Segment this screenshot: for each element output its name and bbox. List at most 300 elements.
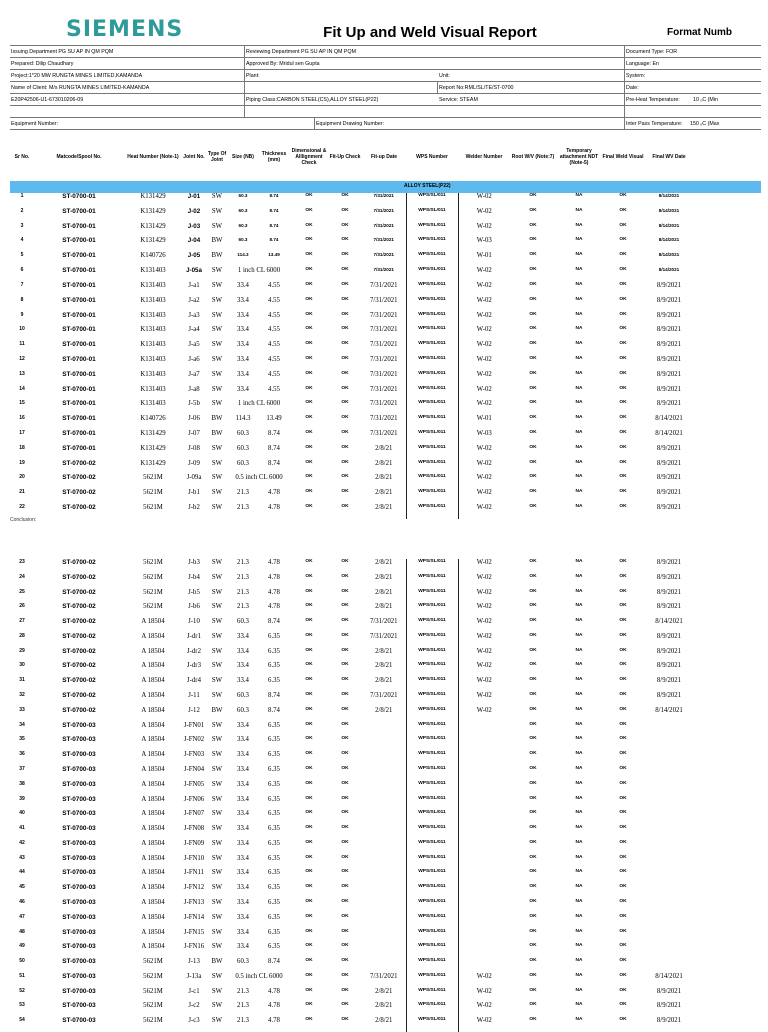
joint-no-cell: J-FN01 — [183, 721, 205, 729]
wps-number-cell: WPS/SL/011 — [406, 943, 458, 958]
final-wv-date-cell: 8/14/2021 — [655, 706, 683, 714]
joint-no-cell: J-FN03 — [183, 751, 205, 759]
joint-type-cell: SW — [211, 795, 223, 803]
table-row — [10, 707, 694, 722]
table-row — [10, 282, 694, 297]
sr-cell: 7 — [20, 281, 24, 288]
fitup-check-cell: OK — [341, 296, 349, 302]
fitup-date-cell: 2/8/21 — [375, 573, 393, 581]
dimensional-check-cell: OK — [305, 267, 313, 273]
final-weld-visual-cell: OK — [619, 632, 627, 638]
table-row — [10, 574, 694, 589]
welder-number-cell — [458, 751, 510, 766]
root-wv-cell: OK — [529, 972, 537, 978]
table-row — [10, 751, 694, 766]
dimensional-check-cell: OK — [305, 677, 313, 683]
thickness-cell: 6.35 — [268, 765, 280, 773]
fitup-date-cell — [362, 869, 406, 884]
final-wv-date-cell: 8/9/2021 — [656, 647, 682, 655]
heat-number-cell: A 18504 — [141, 647, 165, 655]
table-row — [10, 1002, 694, 1017]
size-cell: 60.3 — [237, 692, 249, 700]
temporary-ndt-cell: NA — [575, 355, 583, 361]
table-row — [10, 796, 694, 811]
final-weld-visual-cell: OK — [619, 603, 627, 609]
service: Service: STEAM — [439, 97, 478, 103]
matcode-cell: ST-0700-01 — [62, 222, 96, 230]
size-cell: 21.3 — [237, 1017, 249, 1025]
welder-number-cell: W-02 — [476, 489, 492, 497]
final-weld-visual-cell: OK — [619, 958, 627, 964]
root-wv-cell: OK — [529, 193, 537, 198]
fitup-check-cell: OK — [341, 647, 349, 653]
size-cell: 33.4 — [237, 839, 249, 847]
fitup-check-cell: OK — [341, 884, 349, 890]
thickness-cell: 4.78 — [268, 504, 280, 512]
approved-by: Approved By: Mridul sen Gupta — [246, 61, 320, 67]
final-wv-date-cell: 8/14/2021 — [655, 430, 683, 437]
joint-no-cell: J-FN06 — [183, 795, 205, 803]
welder-number-cell: W-02 — [476, 474, 492, 482]
joint-type-cell: SW — [211, 207, 223, 215]
wps-number-cell: WPS/SL/011 — [406, 267, 458, 282]
joint-no-cell: J-a4 — [188, 326, 200, 334]
joint-no-cell: J-FN05 — [183, 780, 205, 788]
sr-cell: 25 — [19, 588, 25, 595]
heat-number-cell: A 18504 — [141, 898, 165, 906]
joint-type-cell: SW — [211, 721, 223, 729]
welder-number-cell — [458, 825, 510, 840]
wps-number-cell: WPS/SL/011 — [406, 559, 458, 574]
root-wv-cell: OK — [529, 222, 537, 228]
temporary-ndt-cell: NA — [575, 415, 583, 421]
heat-number-cell: K131403 — [140, 400, 166, 408]
root-wv-cell: OK — [529, 385, 537, 391]
matcode-cell: ST-0700-03 — [62, 780, 96, 788]
temporary-ndt-cell: NA — [575, 677, 583, 683]
fitup-date-cell: 7/31/2021 — [369, 281, 398, 289]
fitup-check-cell: OK — [341, 341, 349, 347]
matcode-cell: ST-0700-01 — [62, 444, 96, 452]
wps-number-cell: WPS/SL/011 — [406, 193, 458, 208]
fitup-check-cell: OK — [341, 662, 349, 668]
sr-cell: 35 — [19, 736, 25, 743]
interpass-value: 150 ₒC (Max — [690, 121, 720, 127]
thickness-cell: 4.78 — [268, 987, 280, 995]
final-weld-visual-cell: OK — [619, 913, 627, 919]
dimensional-check-cell: OK — [305, 987, 313, 993]
wps-number-cell: WPS/SL/011 — [406, 574, 458, 589]
dimensional-check-cell: OK — [305, 647, 313, 653]
heat-number-cell: K131403 — [140, 267, 166, 275]
thickness-cell: 6.35 — [268, 721, 280, 729]
final-weld-visual-cell: OK — [619, 474, 627, 480]
final-wv-date-cell: 8/9/2021 — [656, 370, 682, 378]
sr-cell: 2 — [20, 207, 24, 214]
page-title: Fit Up and Weld Visual Report — [323, 24, 537, 41]
root-wv-cell: OK — [529, 721, 537, 727]
wps-number-cell: WPS/SL/011 — [406, 781, 458, 796]
final-weld-visual-cell: OK — [619, 559, 627, 564]
sr-cell: 16 — [19, 415, 25, 422]
size-cell: 33.4 — [237, 311, 249, 319]
sr-cell: 51 — [19, 972, 25, 979]
final-wv-date-cell: 8/14/2021 — [655, 415, 683, 423]
size-cell: 33.4 — [237, 913, 249, 921]
wps-number-cell: WPS/SL/011 — [406, 677, 458, 692]
fitup-check-cell: OK — [341, 839, 349, 845]
dimensional-check-cell: OK — [305, 222, 313, 228]
welder-number-cell: W-02 — [476, 444, 492, 452]
joint-type-cell: SW — [211, 1017, 223, 1025]
wps-number-cell: WPS/SL/011 — [406, 692, 458, 707]
thickness-cell: 8.74 — [269, 193, 279, 198]
fitup-check-cell: OK — [341, 943, 349, 949]
fitup-check-cell: OK — [341, 326, 349, 332]
final-weld-visual-cell: OK — [619, 573, 627, 579]
sr-cell: 36 — [19, 751, 25, 758]
siemens-logo: SIEMENS — [66, 17, 184, 42]
wps-number-cell: WPS/SL/011 — [406, 341, 458, 356]
fitup-check-cell: OK — [341, 692, 349, 698]
joint-no-cell: J-a3 — [188, 311, 200, 319]
dimensional-check-cell: OK — [305, 692, 313, 698]
dimensional-check-cell: OK — [305, 559, 313, 564]
temporary-ndt-cell: NA — [575, 662, 583, 668]
fitup-date-cell: 7/31/2021 — [369, 692, 398, 700]
heat-number-cell: A 18504 — [141, 884, 165, 892]
final-weld-visual-cell: OK — [619, 222, 627, 228]
joint-no-cell: J-01 — [187, 193, 201, 200]
sr-cell: 44 — [19, 869, 25, 876]
matcode-cell: ST-0700-01 — [62, 415, 96, 423]
dimensional-check-cell: OK — [305, 810, 313, 816]
joint-no-cell: J-12 — [188, 706, 200, 714]
joint-no-cell: J-09a — [186, 474, 202, 482]
root-wv-cell: OK — [529, 474, 537, 480]
table-row — [10, 958, 694, 973]
fitup-date-cell: 2/8/21 — [375, 559, 393, 566]
fitup-check-cell: OK — [341, 1002, 349, 1008]
matcode-cell: ST-0700-02 — [62, 459, 96, 467]
fitup-check-cell: OK — [341, 869, 349, 875]
size-cell: 33.4 — [237, 385, 249, 393]
joint-type-cell: SW — [211, 1002, 223, 1010]
matcode-cell: ST-0700-03 — [62, 795, 96, 803]
fitup-check-cell: OK — [341, 706, 349, 712]
root-wv-cell: OK — [529, 430, 537, 435]
root-wv-cell: OK — [529, 1017, 537, 1023]
final-weld-visual-cell: OK — [619, 972, 627, 978]
wps-number-cell: WPS/SL/011 — [406, 312, 458, 327]
size-cell: 33.4 — [237, 765, 249, 773]
joint-no-cell: J-FN14 — [183, 913, 205, 921]
size-cell: 21.3 — [237, 588, 249, 596]
fitup-check-cell: OK — [341, 489, 349, 495]
root-wv-cell: OK — [529, 618, 537, 624]
final-wv-date-cell: 8/9/2021 — [656, 1017, 682, 1025]
table-row — [10, 252, 694, 267]
heat-number-cell: A 18504 — [141, 662, 165, 670]
table-row — [10, 474, 694, 489]
fitup-date-cell — [362, 825, 406, 840]
matcode-cell: ST-0700-03 — [62, 869, 96, 877]
sr-cell: 45 — [19, 884, 25, 891]
heat-number-cell: K131403 — [140, 311, 166, 319]
dimensional-check-cell: OK — [305, 296, 313, 302]
root-wv-cell: OK — [529, 839, 537, 845]
heat-number-cell: A 18504 — [141, 765, 165, 773]
table-row — [10, 237, 694, 252]
thickness-cell: 6.35 — [268, 736, 280, 744]
col-final-wv-date: Final WV Date — [652, 154, 686, 160]
root-wv-cell: OK — [529, 207, 537, 213]
joint-type-cell: SW — [211, 751, 223, 759]
joint-type-cell: SW — [211, 281, 223, 289]
table-row — [10, 504, 694, 519]
joint-no-cell: J-b3 — [188, 559, 200, 566]
fitup-date-cell: 7/31/2021 — [373, 267, 394, 273]
heat-number-cell: K131403 — [140, 370, 166, 378]
size-cell: 60.3 — [238, 193, 248, 198]
welder-number-cell: W-02 — [476, 662, 492, 670]
joint-type-cell: SW — [211, 444, 223, 452]
wps-number-cell: WPS/SL/011 — [406, 1017, 458, 1032]
welder-number-cell — [458, 736, 510, 751]
fitup-check-cell: OK — [341, 632, 349, 638]
table-row — [10, 869, 694, 884]
sr-cell: 26 — [19, 603, 25, 610]
root-wv-cell: OK — [529, 341, 537, 347]
heat-number-cell: A 18504 — [141, 839, 165, 847]
final-wv-date-cell: 8/9/2021 — [656, 311, 682, 319]
size-cell: 33.4 — [237, 736, 249, 744]
fitup-date-cell — [362, 929, 406, 944]
fitup-check-cell: OK — [341, 430, 349, 435]
joint-no-cell: J-dr4 — [187, 677, 201, 685]
sr-cell: 34 — [19, 721, 25, 728]
table-row — [10, 825, 694, 840]
joint-type-cell: SW — [211, 898, 223, 906]
temporary-ndt-cell: NA — [575, 839, 583, 845]
fitup-check-cell: OK — [341, 504, 349, 510]
joint-no-cell: J-FN12 — [183, 884, 205, 892]
final-wv-date-cell: 8/14/2021 — [658, 267, 680, 273]
final-wv-date-cell: 8/9/2021 — [656, 987, 682, 995]
joint-no-cell: J-03 — [187, 222, 201, 230]
final-weld-visual-cell: OK — [619, 721, 627, 727]
thickness-cell: 4.78 — [268, 1002, 280, 1010]
size-cell: 21.3 — [237, 559, 249, 566]
wps-number-cell: WPS/SL/011 — [406, 415, 458, 430]
prepared-by: Prepared: Dilip Chaudhary — [11, 61, 74, 67]
wps-number-cell: WPS/SL/011 — [406, 504, 458, 519]
final-wv-date-cell — [644, 914, 694, 929]
joint-no-cell: J-11 — [188, 692, 200, 700]
fitup-check-cell: OK — [341, 370, 349, 376]
dimensional-check-cell: OK — [305, 958, 313, 964]
joint-type-cell: BW — [211, 237, 223, 245]
dimensional-check-cell: OK — [305, 928, 313, 934]
final-weld-visual-cell: OK — [619, 400, 627, 406]
wps-number-cell: WPS/SL/011 — [406, 751, 458, 766]
heat-number-cell: 5621M — [143, 972, 163, 980]
size-cell: 60.3 — [238, 222, 248, 228]
fitup-date-cell: 7/31/2021 — [369, 972, 398, 980]
thickness-cell: 8.74 — [269, 237, 279, 243]
temporary-ndt-cell: NA — [575, 1002, 583, 1008]
fitup-check-cell: OK — [341, 588, 349, 594]
heat-number-cell: K131429 — [140, 193, 166, 200]
equipment-number: Equipment Number: — [11, 121, 59, 127]
joint-type-cell: SW — [211, 736, 223, 744]
final-weld-visual-cell: OK — [619, 1002, 627, 1008]
welder-number-cell: W-02 — [476, 559, 492, 566]
joint-no-cell: J-FN11 — [183, 869, 205, 877]
welder-number-cell: W-02 — [476, 632, 492, 640]
wps-number-cell: WPS/SL/011 — [406, 810, 458, 825]
root-wv-cell: OK — [529, 884, 537, 890]
matcode-cell: ST-0700-03 — [62, 825, 96, 833]
root-wv-cell: OK — [529, 795, 537, 801]
col-heat-number: Heat Number (Note-1) — [127, 154, 179, 160]
welder-number-cell — [458, 840, 510, 855]
temporary-ndt-cell: NA — [575, 444, 583, 450]
format-number-label: Format Numb — [667, 27, 732, 38]
dimensional-check-cell: OK — [305, 385, 313, 391]
heat-number-cell: K131429 — [140, 459, 166, 467]
heat-number-cell: A 18504 — [141, 721, 165, 729]
final-wv-date-cell: 8/9/2021 — [656, 504, 682, 512]
fitup-date-cell: 7/31/2021 — [373, 207, 394, 213]
size-cell: 1 inch CL 6000 — [237, 267, 281, 275]
size-cell: 21.3 — [237, 573, 249, 581]
dimensional-check-cell: OK — [305, 415, 313, 421]
final-weld-visual-cell: OK — [619, 825, 627, 831]
size-cell: 21.3 — [237, 987, 249, 995]
fitup-check-cell: OK — [341, 415, 349, 421]
joint-type-cell: SW — [211, 267, 223, 275]
fitup-date-cell — [362, 914, 406, 929]
root-wv-cell: OK — [529, 355, 537, 361]
fitup-check-cell: OK — [341, 1017, 349, 1023]
final-weld-visual-cell: OK — [619, 810, 627, 816]
size-cell: 33.4 — [237, 810, 249, 818]
temporary-ndt-cell: NA — [575, 810, 583, 816]
joint-no-cell: J-05 — [187, 252, 201, 260]
joint-type-cell: SW — [211, 943, 223, 951]
welder-number-cell: W-02 — [476, 603, 492, 611]
final-wv-date-cell: 8/9/2021 — [656, 341, 682, 349]
matcode-cell: ST-0700-01 — [62, 296, 96, 304]
root-wv-cell: OK — [529, 252, 537, 258]
welder-number-cell — [458, 869, 510, 884]
welder-number-cell: W-02 — [476, 267, 492, 275]
final-weld-visual-cell: OK — [619, 765, 627, 771]
wps-number-cell: WPS/SL/011 — [406, 618, 458, 633]
fitup-date-cell: 7/31/2021 — [369, 311, 398, 319]
fitup-check-cell: OK — [341, 618, 349, 624]
dimensional-check-cell: OK — [305, 706, 313, 712]
joint-no-cell: J-06 — [188, 415, 200, 423]
matcode-cell: ST-0700-02 — [62, 489, 96, 497]
final-wv-date-cell: 8/9/2021 — [656, 559, 682, 566]
final-weld-visual-cell: OK — [619, 884, 627, 890]
wps-number-cell: WPS/SL/011 — [406, 589, 458, 604]
final-wv-date-cell: 8/9/2021 — [656, 603, 682, 611]
final-wv-date-cell: 8/9/2021 — [656, 355, 682, 363]
joint-no-cell: J-04 — [187, 237, 201, 245]
sr-cell: 30 — [19, 662, 25, 669]
welder-number-cell: W-03 — [476, 237, 492, 245]
wps-number-cell: WPS/SL/011 — [406, 430, 458, 445]
root-wv-cell: OK — [529, 237, 537, 243]
root-wv-cell: OK — [529, 958, 537, 964]
wps-number-cell: WPS/SL/011 — [406, 1002, 458, 1017]
joint-no-cell: J-07 — [188, 430, 200, 437]
fitup-date-cell — [362, 958, 406, 973]
temporary-ndt-cell: NA — [575, 736, 583, 742]
dimensional-check-cell: OK — [305, 751, 313, 757]
final-weld-visual-cell: OK — [619, 237, 627, 243]
table-row — [10, 988, 694, 1003]
temporary-ndt-cell: NA — [575, 385, 583, 391]
temporary-ndt-cell: NA — [575, 252, 583, 258]
final-wv-date-cell: 8/9/2021 — [656, 588, 682, 596]
language: Language: En — [626, 61, 659, 67]
fitup-check-cell: OK — [341, 736, 349, 742]
heat-number-cell: A 18504 — [141, 928, 165, 936]
root-wv-cell: OK — [529, 311, 537, 317]
table-row — [10, 943, 694, 958]
final-weld-visual-cell: OK — [619, 736, 627, 742]
wbs-number: E20P42506-U1-673010206-09 — [11, 97, 84, 103]
thickness-cell: 6.35 — [268, 795, 280, 803]
final-weld-visual-cell: OK — [619, 193, 627, 198]
final-wv-date-cell — [644, 751, 694, 766]
heat-number-cell: 5621M — [143, 987, 163, 995]
size-cell: 33.4 — [237, 943, 249, 951]
welder-number-cell: W-02 — [476, 677, 492, 685]
heat-number-cell: A 18504 — [141, 869, 165, 877]
final-wv-date-cell: 8/9/2021 — [656, 459, 682, 467]
root-wv-cell: OK — [529, 370, 537, 376]
temporary-ndt-cell: NA — [575, 751, 583, 757]
heat-number-cell: 5621M — [143, 588, 163, 596]
matcode-cell: ST-0700-02 — [62, 706, 96, 714]
sr-cell: 21 — [19, 489, 25, 496]
heat-number-cell: K131403 — [140, 385, 166, 393]
joint-no-cell: J-13a — [186, 972, 202, 980]
fitup-check-cell: OK — [341, 795, 349, 801]
fitup-date-cell: 7/31/2021 — [369, 618, 398, 626]
thickness-cell: 8.74 — [269, 207, 279, 213]
matcode-cell: ST-0700-02 — [62, 603, 96, 611]
final-wv-date-cell — [644, 722, 694, 737]
table-row — [10, 899, 694, 914]
table-row — [10, 929, 694, 944]
final-weld-visual-cell: OK — [619, 430, 627, 435]
temporary-ndt-cell: NA — [575, 281, 583, 287]
dimensional-check-cell: OK — [305, 588, 313, 594]
fitup-check-cell: OK — [341, 222, 349, 228]
wps-number-cell: WPS/SL/011 — [406, 400, 458, 415]
fitup-date-cell: 2/8/21 — [375, 1017, 393, 1025]
table-row — [10, 559, 694, 574]
joint-type-cell: SW — [211, 765, 223, 773]
matcode-cell: ST-0700-02 — [62, 677, 96, 685]
table-row — [10, 1017, 694, 1032]
